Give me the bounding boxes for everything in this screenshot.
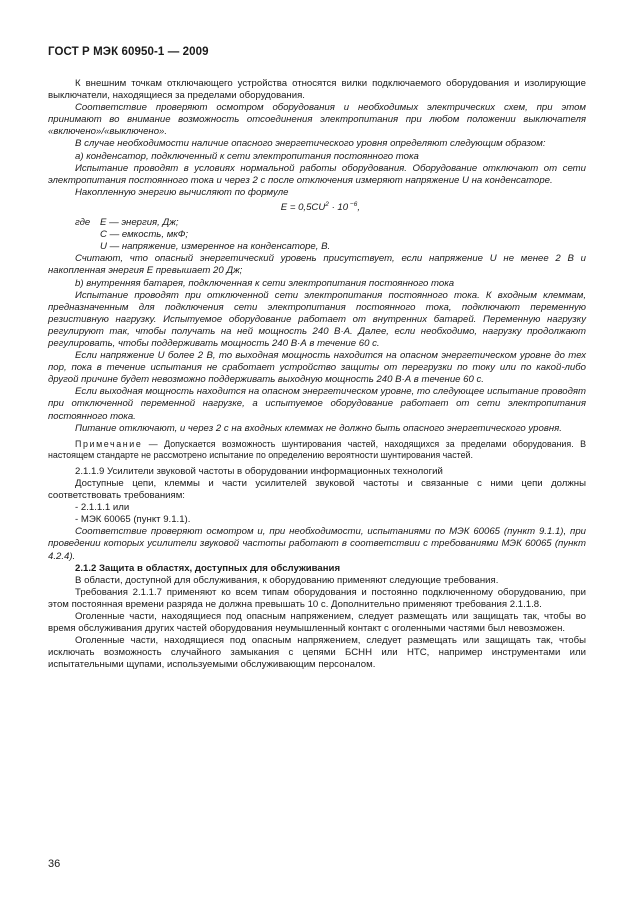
paragraph: Доступные цепи, клеммы и части усилителей звуковой частоты и связанные с ними цепи должны соответствовать требованиям:	[48, 478, 586, 502]
legend-entry: U — напряжение, измеренное на конденсаторе, В.	[100, 241, 331, 253]
note-label: Примечание	[75, 438, 143, 449]
paragraph: Требования 2.1.1.7 применяют ко всем типам оборудования и постоянно подключенному оборудованию, при этом постоянная времени разряда не должна превышать 10 с. Дополнительно применяют требования 2.1.1.8.	[48, 586, 586, 610]
section-heading: 2.1.2 Защита в областях, доступных для обслуживания	[75, 562, 341, 574]
standard-header: ГОСТ Р МЭК 60950-1 — 2009	[48, 46, 209, 58]
formula-main: E = 0,5CU	[280, 201, 326, 213]
section-heading: 2.1.1.9 Усилители звуковой частоты в оборудовании информационных технологий	[75, 465, 443, 477]
paragraph: Испытание проводят в условиях нормальной работы оборудования. Оборудование отключают от сети электропитания постоянного тока и через 2 с после отключения измеряют напряжение U на конденсаторе.	[48, 162, 586, 186]
legend-entry: E — энергия, Дж;	[100, 217, 179, 229]
paragraph: Соответствие проверяют осмотром и, при необходимости, испытаниями по МЭК 60065 (пункт 9.1.1), при проведении которых усилители звуковой частоты работают в соответствии с требованиями МЭК 60065 (пункт 4.2.4).	[48, 526, 586, 562]
list-item: - МЭК 60065 (пункт 9.1.1).	[75, 514, 191, 526]
list-item: a) конденсатор, подключенный к сети электропитания постоянного тока	[75, 150, 419, 162]
paragraph: Питание отключают, и через 2 с на входных клеммах не должно быть опасного энергетического уровня.	[75, 422, 562, 434]
paragraph: Если напряжение U более 2 В, то выходная мощность находится на опасном энергетическом уровне до тех пор, пока в течение испытания не сработает устройство защиты от перегрузки по току или по какой-либо другой причине будет невозможно поддерживать выходную мощность 240 В·А в течение 60 с.	[48, 350, 586, 386]
formula-multiplier: · 10	[328, 201, 349, 213]
paragraph: В области, доступной для обслуживания, к оборудованию применяют следующие требования.	[75, 574, 499, 586]
formula	[48, 202, 586, 214]
list-item: - 2.1.1.1 или	[75, 502, 130, 514]
formula-exponent: 2	[325, 200, 329, 208]
note-text: — Допускается возможность шунтирования частей, находящихся за пределами оборудования. В настоящем стандарте не рассмотрено испытание по определению вероятности шунтирования частей.	[48, 438, 586, 461]
paragraph: Накопленную энергию вычисляют по формуле	[75, 186, 289, 198]
paragraph: Считают, что опасный энергетический уровень присутствует, если напряжение U не менее 2 В и накопленная энергия E превышает 20 Дж;	[48, 253, 586, 277]
paragraph: Оголенные части, находящиеся под опасным напряжением, следует размещать или защищать так, чтобы исключать возможность случайного замыкания с цепями БСНН или НТС, например инструментами или испытательными щупами, используемыми обслуживающим персоналом.	[48, 635, 586, 671]
legend-label: где	[75, 217, 91, 229]
note	[48, 439, 586, 462]
paragraph: Испытание проводят при отключенной сети электропитания постоянного тока. К входным клеммам, предназначенным для подключения сети электропитания постоянного тока, подключают переменную резистивную нагрузку. Испытуемое оборудование работает от внутренних батарей. Переменную нагрузку регулируют так, чтобы получать на ней мощность 240 В·А. Далее, если необходимо, нагрузку продолжают регулировать, чтобы поддерживать мощность 240 В·А в течение 60 с.	[48, 289, 586, 349]
paragraph: Соответствие проверяют осмотром оборудования и необходимых электрических схем, при этом принимают во внимание возможность отсоединения электропитания при любом положении выключателя «включено»/«выключено».	[48, 102, 586, 138]
document-body	[48, 78, 586, 672]
paragraph: Оголенные части, находящиеся под опасным напряжением, следует размещать или защищать так, чтобы во время обслуживания других частей оборудования неумышленный контакт с оголенными частями был невозможен.	[48, 611, 586, 635]
formula-end: ,	[357, 201, 360, 213]
page-number: 36	[48, 858, 61, 870]
paragraph: К внешним точкам отключающего устройства относятся вилки подключаемого оборудования и изолирующие выключатели, находящиеся за пределами оборудования.	[48, 78, 586, 102]
paragraph: В случае необходимости наличие опасного энергетического уровня определяют следующим образом:	[75, 138, 546, 150]
formula-exponent: −6	[348, 200, 358, 208]
paragraph: Если выходная мощность находится на опасном энергетическом уровне, то следующее испытание проводят при отключенной переменной нагрузке, а испытуемое оборудование работает от сети электропитания постоянного тока.	[48, 386, 586, 422]
legend-line	[48, 217, 586, 229]
legend-entry: C — емкость, мкФ;	[100, 229, 189, 241]
list-item: b) внутренняя батарея, подключенная к сети электропитания постоянного тока	[75, 277, 455, 289]
